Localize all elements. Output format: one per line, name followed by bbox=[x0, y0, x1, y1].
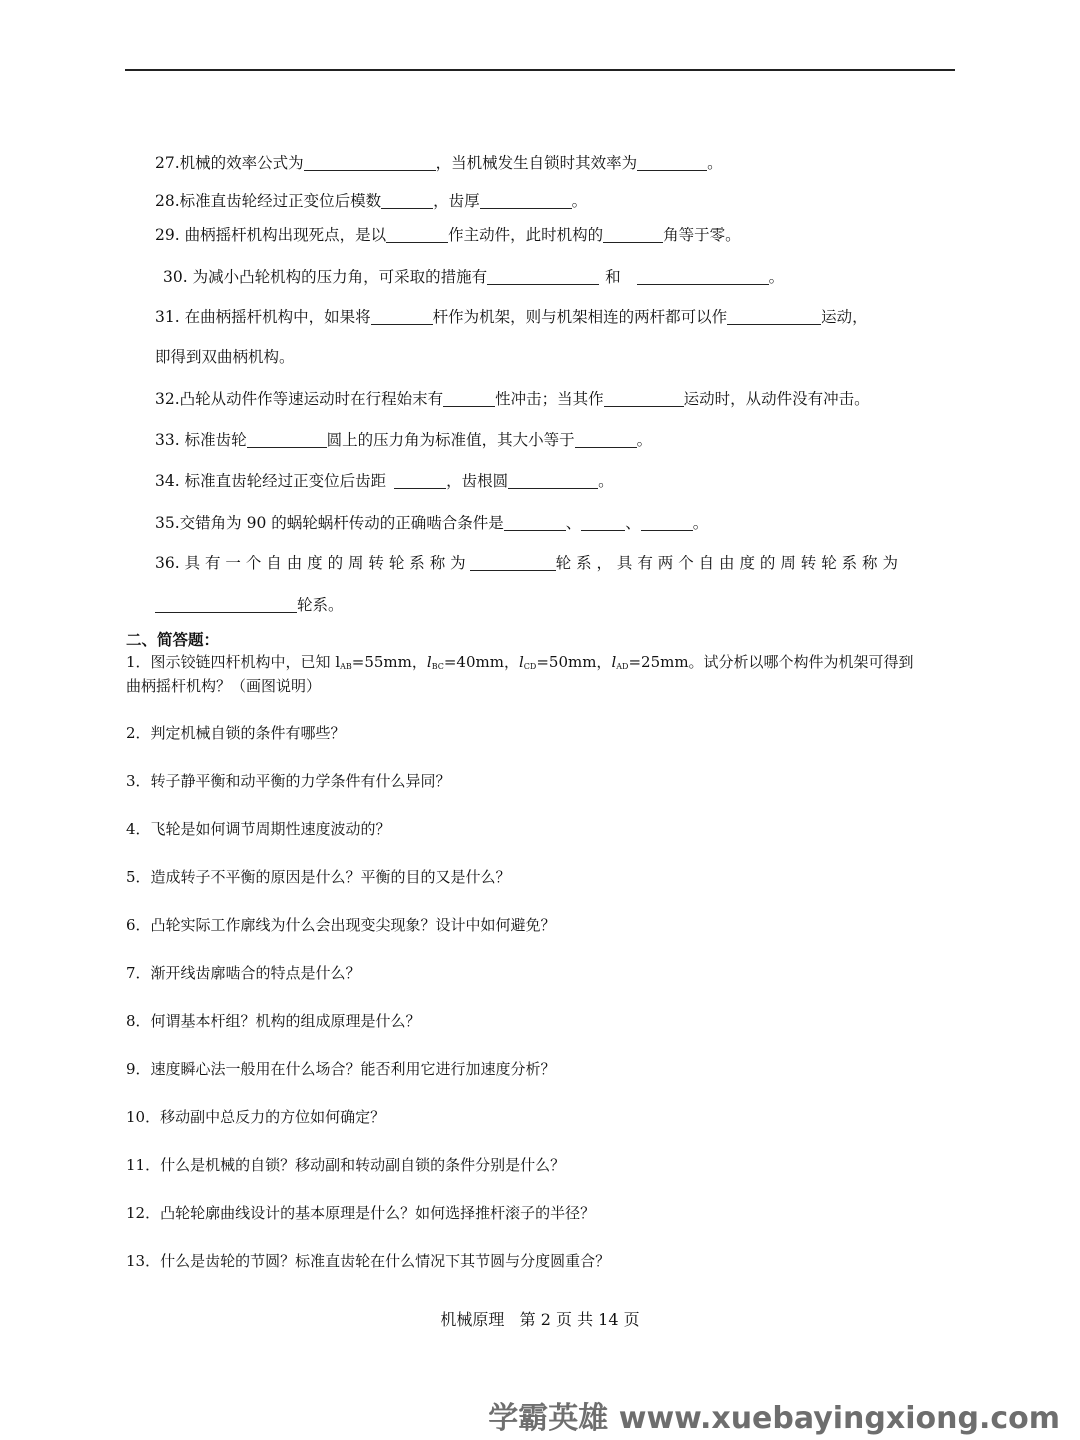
question-32: 32.凸轮从动件作等速运动时在行程始末有 性冲击；当其作 运动时，从动件没有冲击。 bbox=[155, 390, 870, 408]
blank bbox=[641, 515, 693, 531]
section-heading: 二、简答题： bbox=[126, 630, 220, 649]
blank bbox=[155, 597, 297, 613]
short-question: 3．转子静平衡和动平衡的力学条件有什么异同？ bbox=[126, 772, 451, 790]
short-question: 5．造成转子不平衡的原因是什么？平衡的目的又是什么？ bbox=[126, 868, 511, 886]
short-question-1: 1．图示铰链四杆机构中，已知 $l_{AB}=55mm$，$l_{BC}=40mm$，$l_{CD}=50mm$，$l_{AD}=25mm$。试分析以哪个构件为机架可得到 bbox=[126, 653, 914, 671]
blank bbox=[504, 515, 566, 531]
short-question-1-line2: 曲柄摇杆机构？（画图说明） bbox=[126, 677, 322, 695]
blank bbox=[581, 515, 625, 531]
question-31-line2: 即得到双曲柄机构。 bbox=[155, 348, 295, 366]
blank bbox=[386, 227, 448, 243]
blank bbox=[470, 555, 556, 571]
short-question: 9．速度瞬心法一般用在什么场合？能否利用它进行加速度分析？ bbox=[126, 1060, 556, 1078]
blank bbox=[637, 269, 769, 285]
watermark: 学霸英雄 www.xuebayingxiong.com bbox=[488, 1401, 1060, 1436]
question-30: 30. 为减小凸轮机构的压力角，可采取的措施有 和 。 bbox=[163, 268, 785, 286]
question-34: 34. 标准直齿轮经过正变位后齿距 ，齿根圆 。 bbox=[155, 472, 614, 490]
blank bbox=[487, 269, 599, 285]
question-29: 29. 曲柄摇杆机构出现死点，是以 作主动件，此时机构的 角等于零。 bbox=[155, 226, 741, 244]
blank bbox=[603, 227, 663, 243]
blank bbox=[604, 391, 684, 407]
blank bbox=[575, 432, 637, 448]
question-28: 28.标准直齿轮经过正变位后模数 ，齿厚 。 bbox=[155, 192, 588, 210]
short-question: 12．凸轮轮廓曲线设计的基本原理是什么？如何选择推杆滚子的半径？ bbox=[126, 1204, 596, 1222]
question-36: 36. 具 有 一 个 自 由 度 的 周 转 轮 系 称 为 轮 系 ， 具 有 两 个 自 由 度 的 周 转 轮 系 称 为 bbox=[155, 554, 898, 572]
short-question: 10．移动副中总反力的方位如何确定？ bbox=[126, 1108, 386, 1126]
blank bbox=[727, 309, 821, 325]
blank bbox=[247, 432, 327, 448]
short-question: 7．渐开线齿廓啮合的特点是什么？ bbox=[126, 964, 361, 982]
question-33: 33. 标准齿轮 圆上的压力角为标准值，其大小等于 。 bbox=[155, 431, 653, 449]
blank bbox=[371, 309, 433, 325]
blank bbox=[508, 473, 598, 489]
blank bbox=[381, 193, 433, 209]
short-question: 8．何谓基本杆组？机构的组成原理是什么？ bbox=[126, 1012, 421, 1030]
blank bbox=[304, 155, 436, 171]
question-36-line2: 轮系。 bbox=[155, 595, 344, 615]
blank bbox=[480, 193, 572, 209]
question-31: 31. 在曲柄摇杆机构中，如果将 杆作为机架，则与机架相连的两杆都可以作 运动， bbox=[155, 308, 868, 326]
short-question: 6．凸轮实际工作廓线为什么会出现变尖现象？设计中如何避免？ bbox=[126, 916, 556, 934]
short-question: 2．判定机械自锁的条件有哪些？ bbox=[126, 724, 346, 742]
short-question: 11．什么是机械的自锁？移动副和转动副自锁的条件分别是什么？ bbox=[126, 1156, 566, 1174]
question-27: 27.机械的效率公式为 ，当机械发生自锁时其效率为 。 bbox=[155, 154, 723, 172]
blank bbox=[443, 391, 495, 407]
blank bbox=[637, 155, 707, 171]
short-question: 4．飞轮是如何调节周期性速度波动的？ bbox=[126, 820, 391, 838]
short-question: 13．什么是齿轮的节圆？标准直齿轮在什么情况下其节圆与分度圆重合？ bbox=[126, 1252, 611, 1270]
question-35: 35.交错角为 90 的蜗轮蜗杆传动的正确啮合条件是 、 、 。 bbox=[155, 514, 709, 532]
header-rule bbox=[125, 69, 955, 71]
blank bbox=[394, 473, 446, 489]
page-footer: 机械原理 第 2 页 共 14 页 bbox=[440, 1310, 640, 1329]
